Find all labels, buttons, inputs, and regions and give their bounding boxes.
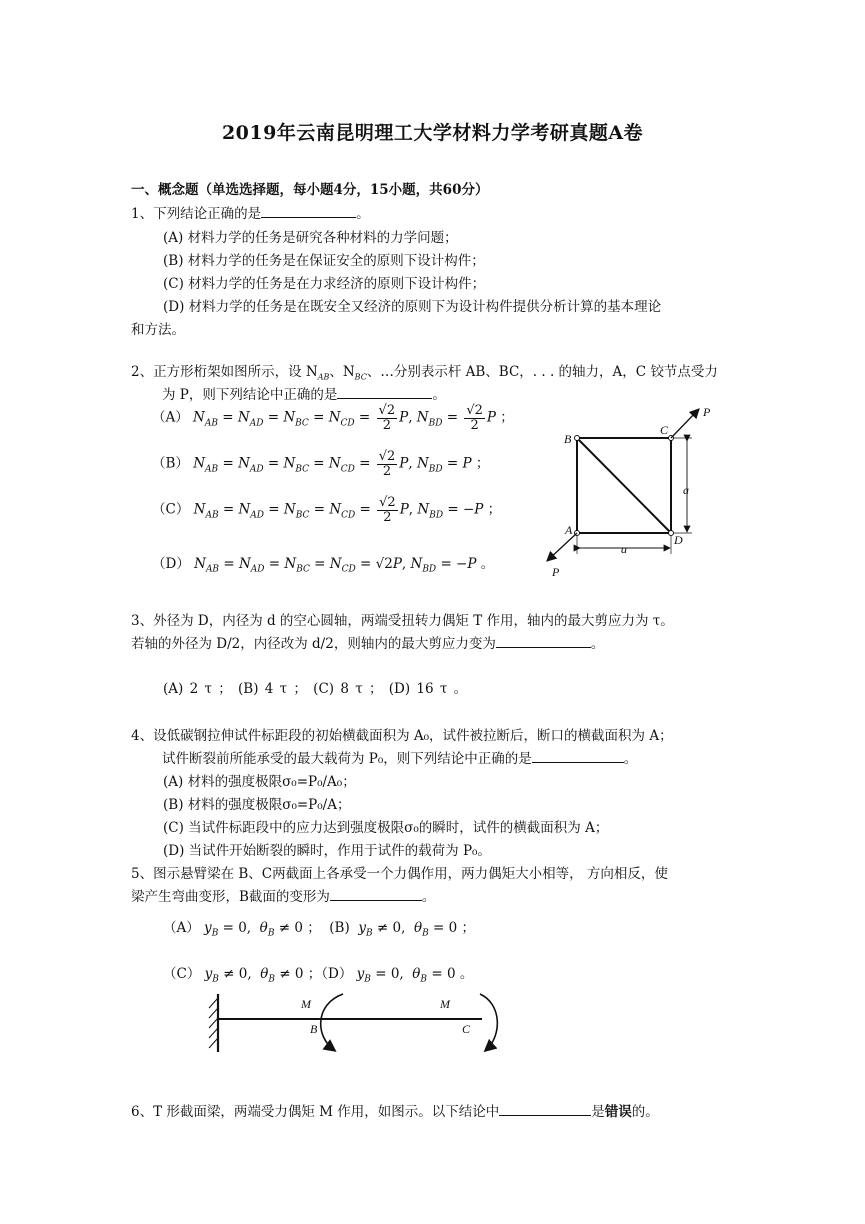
moment-arc-b xyxy=(321,994,343,1050)
q5-options-cd: （C） $y_B \ne 0$, $\theta_B \ne 0$ ；（D） $y_B = 0$, $\theta_B = 0$ 。 xyxy=(163,966,474,985)
q2-option-c: （C） $N_{AB} = N_{AD} = N_{BC} = N_{CD}$ = $\frac{√2}{2}$ P, $N_{BD} = -P$ ； xyxy=(152,495,502,525)
question-4-line-2: 试件断裂前所能承受的最大载荷为 P₀，则下列结论中正确的是 。 xyxy=(162,747,637,767)
question-1-text: 1、下列结论正确的是 xyxy=(131,206,262,222)
label-a-horiz: a xyxy=(621,542,627,556)
question-2-stem: 2、正方形桁架如图所示，设 $N_{AB}$、$N_{BC}$、…分别表示杆 AB、BC，. . . 的轴力，A，C 铰节点受力 xyxy=(131,364,718,382)
q1-option-d: (D) 材料力学的任务是在既安全又经济的原则下为设计构件提供分析计算的基本理论 xyxy=(163,299,662,315)
q4-option-d: (D) 当试件开始断裂的瞬时，作用于试件的载荷为 P₀。 xyxy=(163,843,491,859)
answer-blank xyxy=(532,748,624,763)
q4-option-c: (C) 当试件标距段中的应力达到强度极限σ₀的瞬时，试件的横截面积为 A； xyxy=(163,820,609,836)
label-c: C xyxy=(462,1022,471,1036)
question-3-line-1: 3、外径为 D，内径为 d 的空心圆轴，两端受扭转力偶矩 T 作用，轴内的最大剪应力为 τ。 xyxy=(131,613,674,629)
q1-option-a: (A) 材料力学的任务是研究各种材料的力学问题； xyxy=(163,230,458,246)
q4-option-b: (B) 材料的强度极限σ₀=P₀/A； xyxy=(163,797,351,813)
q1-option-d-cont: 和方法。 xyxy=(131,322,185,338)
question-5-line-1: 5、图示悬臂梁在 B、C两截面上各承受一个力偶作用，两力偶矩大小相等， 方向相反，使 xyxy=(131,866,668,882)
truss-figure xyxy=(530,400,730,582)
q3-options: (A) 2 τ ； (B) 4 τ ； (C) 8 τ ； (D) 16 τ 。 xyxy=(163,681,468,697)
label-m2: M xyxy=(440,997,450,1011)
emphasis-wrong: 错误 xyxy=(604,1104,632,1120)
q1-option-b: (B) 材料力学的任务是在保证安全的原则下设计构件； xyxy=(163,253,485,269)
question-2-stem-2: 为 P，则下列结论中正确的是 。 xyxy=(162,383,446,403)
question-1-stem xyxy=(131,202,370,222)
label-d: D xyxy=(674,533,683,547)
q4-option-a: (A) 材料的强度极限σ₀=P₀/A₀； xyxy=(163,774,356,790)
answer-blank xyxy=(261,203,356,218)
q2-option-d: （D） $N_{AB} = N_{AD} = N_{BC} = N_{CD} = √2P$, $N_{BD} = -P$ 。 xyxy=(152,556,495,575)
label-b: B xyxy=(310,1022,318,1036)
force-arrow-c xyxy=(671,410,698,438)
label-b: B xyxy=(564,432,572,446)
question-5-line-2: 梁产生弯曲变形，B截面的变形为 。 xyxy=(131,885,435,905)
label-a-vert: a xyxy=(683,483,689,497)
q2-option-a: （A） $N_{AB} = N_{AD} = N_{BC} = N_{CD}$ = $\frac{√2}{2}$ P, $N_{BD}$ = $\frac{√2}{2}$ P ； xyxy=(152,403,514,433)
q5-options-ab: （A） $y_B = 0$, $\theta_B \ne 0$ ； (B) $y_B \ne 0$, $\theta_B = 0$ ； xyxy=(163,920,476,939)
page-title: 2019年云南昆明理工大学材料力学考研真题A卷 xyxy=(221,122,644,144)
answer-blank xyxy=(330,886,422,901)
answer-blank xyxy=(499,1101,591,1116)
section-heading: 一、概念题（单选选择题，每小题4分，15小题，共60分） xyxy=(131,182,489,198)
label-a: A xyxy=(565,523,573,537)
question-6: 6、T 形截面梁，两端受力偶矩 M 作用，如图示。以下结论中 是错误的。 xyxy=(131,1100,659,1120)
punct: 。 xyxy=(356,206,370,222)
label-p-bottom: P xyxy=(552,565,560,579)
moment-arc-c xyxy=(480,994,497,1050)
label-m1: M xyxy=(301,997,311,1011)
q2-option-b: （B） $N_{AB} = N_{AD} = N_{BC} = N_{CD}$ = $\frac{√2}{2}$ P, $N_{BD} = P$ ； xyxy=(152,449,490,479)
answer-blank xyxy=(496,633,591,648)
question-4-line-1: 4、设低碳钢拉伸试件标距段的初始横截面积为 A₀，试件被拉断后，断口的横截面积为 A； xyxy=(131,728,673,744)
diagonal-member xyxy=(577,438,671,533)
q1-option-c: (C) 材料力学的任务是在力求经济的原则下设计构件； xyxy=(163,276,486,292)
label-p-top: P xyxy=(703,405,711,419)
question-3-line-2: 若轴的外径为 D/2，内径改为 d/2，则轴内的最大剪应力变为 。 xyxy=(131,632,604,652)
force-arrow-a xyxy=(548,533,577,560)
cantilever-figure xyxy=(200,990,510,1060)
answer-blank xyxy=(337,384,432,399)
label-c: C xyxy=(660,423,669,437)
